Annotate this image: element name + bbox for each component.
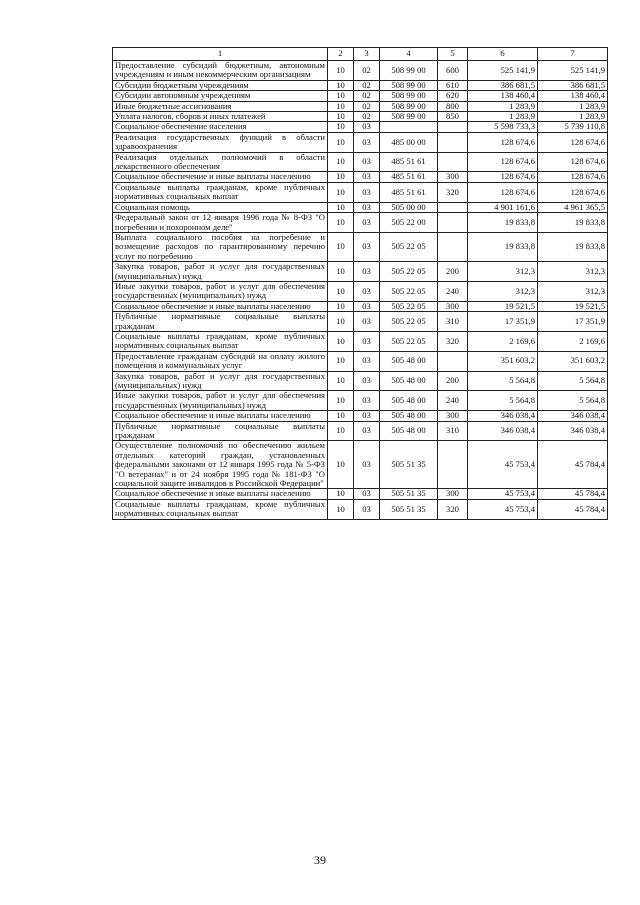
table-row [113,112,608,122]
row-name-cell: Социальное обеспечение населения [113,122,328,132]
target-item-cell: 505 22 05 [380,301,438,311]
row-name-cell: Уплата налогов, сборов и иных платежей [113,112,328,122]
target-item-cell: 485 51 61 [380,182,438,202]
row-name-cell: Субсидии бюджетным учреждениям [113,80,328,90]
target-item-cell: 508 99 00 [380,112,438,122]
row-name-cell: Иные закупки товаров, работ и услуг для обеспечения государственных (муниципальных) нужд [113,281,328,301]
row-name-cell: Иные закупки товаров, работ и услуг для обеспечения государственных (муниципальных) нужд [113,391,328,411]
amount-col7-cell: 312,3 [538,281,608,301]
amount-col6-cell: 351 603,2 [468,351,538,371]
amount-col7-cell: 45 784,4 [538,499,608,519]
table-row [113,91,608,101]
subsection-code-cell: 03 [354,262,380,282]
target-item-cell: 505 51 35 [380,441,438,489]
target-item-cell: 505 48 00 [380,391,438,411]
subsection-code-cell: 03 [354,182,380,202]
amount-col7-cell: 128 674,6 [538,172,608,182]
section-code-cell: 10 [328,421,354,441]
amount-col6-cell: 128 674,6 [468,132,538,152]
row-name-cell: Социальное обеспечение и иные выплаты населению [113,301,328,311]
target-item-cell: 505 48 00 [380,351,438,371]
amount-col7-cell: 19 833,8 [538,213,608,233]
expense-type-cell: 800 [438,101,468,111]
table-row [113,331,608,351]
table-row [113,213,608,233]
amount-col7-cell: 4 961 365,5 [538,202,608,212]
section-code-cell: 10 [328,441,354,489]
amount-col6-cell: 138 460,4 [468,91,538,101]
row-name-cell: Социальная помощь [113,202,328,212]
table-row [113,122,608,132]
row-name-cell: Предоставление субсидий бюджетным, автономным учреждениям и иным некоммерческим организациям [113,61,328,81]
target-item-cell: 485 51 61 [380,152,438,172]
column-header: 2 [328,48,354,61]
expense-type-cell: 320 [438,499,468,519]
amount-col7-cell: 386 681,5 [538,80,608,90]
amount-col6-cell: 5 564,8 [468,371,538,391]
section-code-cell: 10 [328,281,354,301]
amount-col7-cell: 525 141,9 [538,61,608,81]
subsection-code-cell: 03 [354,489,380,499]
amount-col7-cell: 346 038,4 [538,411,608,421]
amount-col6-cell: 346 038,4 [468,411,538,421]
amount-col6-cell: 525 141,9 [468,61,538,81]
target-item-cell: 505 51 35 [380,489,438,499]
row-name-cell: Выплата социального пособия на погребение и возмещение расходов по гарантированному перечню услуг по погребению [113,232,328,261]
target-item-cell: 505 22 05 [380,281,438,301]
column-header: 7 [538,48,608,61]
amount-col7-cell: 138 460,4 [538,91,608,101]
amount-col7-cell: 5 564,8 [538,391,608,411]
table-row [113,499,608,519]
section-code-cell: 10 [328,351,354,371]
amount-col7-cell: 19 833,8 [538,232,608,261]
expense-type-cell [438,132,468,152]
subsection-code-cell: 03 [354,312,380,332]
expense-type-cell [438,351,468,371]
amount-col6-cell: 19 833,8 [468,213,538,233]
section-code-cell: 10 [328,122,354,132]
expense-type-cell [438,202,468,212]
row-name-cell: Социальные выплаты гражданам, кроме публичных нормативных социальных выплат [113,182,328,202]
subsection-code-cell: 03 [354,441,380,489]
expense-type-cell: 300 [438,301,468,311]
expense-type-cell [438,441,468,489]
section-code-cell: 10 [328,61,354,81]
subsection-code-cell: 03 [354,499,380,519]
row-name-cell: Реализация отдельных полномочий в области лекарственного обеспечения [113,152,328,172]
section-code-cell: 10 [328,182,354,202]
subsection-code-cell: 03 [354,152,380,172]
expense-type-cell: 200 [438,262,468,282]
subsection-code-cell: 03 [354,213,380,233]
section-code-cell: 10 [328,80,354,90]
expense-type-cell: 310 [438,421,468,441]
table-row [113,441,608,489]
table-row [113,172,608,182]
expense-type-cell: 300 [438,172,468,182]
row-name-cell: Социальное обеспечение и иные выплаты населению [113,489,328,499]
target-item-cell: 508 99 00 [380,80,438,90]
subsection-code-cell: 03 [354,371,380,391]
amount-col6-cell: 4 901 161,6 [468,202,538,212]
amount-col6-cell: 312,3 [468,281,538,301]
budget-table [112,47,608,520]
section-code-cell: 10 [328,91,354,101]
amount-col7-cell: 45 784,4 [538,441,608,489]
column-header: 3 [354,48,380,61]
section-code-cell: 10 [328,301,354,311]
row-name-cell: Публичные нормативные социальные выплаты гражданам [113,312,328,332]
subsection-code-cell: 02 [354,101,380,111]
amount-col6-cell: 128 674,6 [468,172,538,182]
row-name-cell: Осуществление полномочий по обеспечению жильем отдельных категорий граждан, установленных федеральными законами от 12 января 1995 года № 5-ФЗ "О ветеранах" и от 24 ноября 1995 года № 181-ФЗ "О социальной защите инвалидов в Российской Федерации" [113,441,328,489]
section-code-cell: 10 [328,172,354,182]
target-item-cell [380,122,438,132]
target-item-cell: 485 00 00 [380,132,438,152]
row-name-cell: Субсидии автономным учреждениям [113,91,328,101]
expense-type-cell [438,122,468,132]
target-item-cell: 505 48 00 [380,371,438,391]
amount-col7-cell: 5 564,8 [538,371,608,391]
table-row [113,132,608,152]
target-item-cell: 505 00 00 [380,202,438,212]
amount-col7-cell: 1 283,9 [538,101,608,111]
target-item-cell: 485 51 61 [380,172,438,182]
subsection-code-cell: 03 [354,172,380,182]
target-item-cell: 505 48 00 [380,411,438,421]
table-row [113,371,608,391]
row-name-cell: Федеральный закон от 12 января 1996 года № 8-ФЗ "О погребении и похоронном деле" [113,213,328,233]
subsection-code-cell: 03 [354,391,380,411]
section-code-cell: 10 [328,499,354,519]
table-row [113,281,608,301]
expense-type-cell: 300 [438,489,468,499]
expense-type-cell: 320 [438,331,468,351]
amount-col7-cell: 346 038,4 [538,421,608,441]
target-item-cell: 505 22 00 [380,213,438,233]
expense-type-cell: 850 [438,112,468,122]
subsection-code-cell: 03 [354,122,380,132]
subsection-code-cell: 02 [354,112,380,122]
row-name-cell: Публичные нормативные социальные выплаты гражданам [113,421,328,441]
amount-col6-cell: 19 833,8 [468,232,538,261]
row-name-cell: Закупка товаров, работ и услуг для государственных (муниципальных) нужд [113,371,328,391]
table-row [113,101,608,111]
target-item-cell: 505 22 05 [380,262,438,282]
subsection-code-cell: 03 [354,301,380,311]
column-header: 1 [113,48,328,61]
amount-col6-cell: 5 564,8 [468,391,538,411]
amount-col7-cell: 1 283,9 [538,112,608,122]
table-row [113,312,608,332]
amount-col7-cell: 351 603,2 [538,351,608,371]
row-name-cell: Социальное обеспечение и иные выплаты населению [113,172,328,182]
expense-type-cell: 240 [438,391,468,411]
target-item-cell: 505 22 05 [380,232,438,261]
target-item-cell: 505 48 00 [380,421,438,441]
table-row [113,80,608,90]
table-row [113,301,608,311]
table-row [113,61,608,81]
expense-type-cell [438,152,468,172]
expense-type-cell: 320 [438,182,468,202]
section-code-cell: 10 [328,101,354,111]
amount-col6-cell: 2 169,6 [468,331,538,351]
target-item-cell: 508 99 00 [380,101,438,111]
row-name-cell: Социальные выплаты гражданам, кроме публичных нормативных социальных выплат [113,499,328,519]
amount-col7-cell: 45 784,4 [538,489,608,499]
section-code-cell: 10 [328,132,354,152]
amount-col6-cell: 346 038,4 [468,421,538,441]
expense-type-cell: 600 [438,61,468,81]
amount-col6-cell: 17 351,9 [468,312,538,332]
subsection-code-cell: 03 [354,202,380,212]
row-name-cell: Предоставление гражданам субсидий на оплату жилого помещения и коммунальных услуг [113,351,328,371]
amount-col6-cell: 312,3 [468,262,538,282]
amount-col6-cell: 45 753,4 [468,499,538,519]
expense-type-cell: 300 [438,411,468,421]
row-name-cell: Социальное обеспечение и иные выплаты населению [113,411,328,421]
amount-col7-cell: 312,3 [538,262,608,282]
column-header: 4 [380,48,438,61]
table-header-row [113,48,608,61]
section-code-cell: 10 [328,112,354,122]
table-row [113,351,608,371]
amount-col7-cell: 128 674,6 [538,182,608,202]
expense-type-cell: 310 [438,312,468,332]
section-code-cell: 10 [328,262,354,282]
target-item-cell: 508 99 00 [380,61,438,81]
expense-type-cell: 620 [438,91,468,101]
expense-type-cell: 200 [438,371,468,391]
subsection-code-cell: 03 [354,421,380,441]
amount-col7-cell: 128 674,6 [538,152,608,172]
table-row [113,152,608,172]
table-body [113,61,608,520]
row-name-cell: Иные бюджетные ассигнования [113,101,328,111]
subsection-code-cell: 02 [354,61,380,81]
amount-col6-cell: 128 674,6 [468,182,538,202]
subsection-code-cell: 03 [354,132,380,152]
column-header: 6 [468,48,538,61]
subsection-code-cell: 03 [354,411,380,421]
row-name-cell: Социальные выплаты гражданам, кроме публичных нормативных социальных выплат [113,331,328,351]
target-item-cell: 508 99 00 [380,91,438,101]
section-code-cell: 10 [328,331,354,351]
expense-type-cell: 240 [438,281,468,301]
target-item-cell: 505 51 35 [380,499,438,519]
expense-type-cell: 610 [438,80,468,90]
table-row [113,232,608,261]
amount-col6-cell: 1 283,9 [468,112,538,122]
amount-col7-cell: 17 351,9 [538,312,608,332]
section-code-cell: 10 [328,152,354,172]
section-code-cell: 10 [328,213,354,233]
amount-col7-cell: 19 521,5 [538,301,608,311]
subsection-code-cell: 03 [354,351,380,371]
table-row [113,411,608,421]
amount-col6-cell: 386 681,5 [468,80,538,90]
table-row [113,489,608,499]
target-item-cell: 505 22 05 [380,331,438,351]
amount-col6-cell: 1 283,9 [468,101,538,111]
section-code-cell: 10 [328,489,354,499]
amount-col6-cell: 19 521,5 [468,301,538,311]
section-code-cell: 10 [328,202,354,212]
subsection-code-cell: 03 [354,331,380,351]
row-name-cell: Реализация государственных функций в области здравоохранения [113,132,328,152]
amount-col6-cell: 45 753,4 [468,441,538,489]
amount-col6-cell: 5 598 733,3 [468,122,538,132]
subsection-code-cell: 02 [354,91,380,101]
expense-type-cell [438,232,468,261]
section-code-cell: 10 [328,371,354,391]
amount-col7-cell: 2 169,6 [538,331,608,351]
table-row [113,391,608,411]
section-code-cell: 10 [328,312,354,332]
column-header: 5 [438,48,468,61]
subsection-code-cell: 03 [354,281,380,301]
section-code-cell: 10 [328,391,354,411]
row-name-cell: Закупка товаров, работ и услуг для государственных (муниципальных) нужд [113,262,328,282]
table-row [113,262,608,282]
subsection-code-cell: 03 [354,232,380,261]
table-row [113,182,608,202]
target-item-cell: 505 22 05 [380,312,438,332]
amount-col7-cell: 128 674,6 [538,132,608,152]
section-code-cell: 10 [328,411,354,421]
expense-type-cell [438,213,468,233]
page-number: 39 [314,853,326,867]
section-code-cell: 10 [328,232,354,261]
amount-col6-cell: 45 753,4 [468,489,538,499]
table-row [113,202,608,212]
subsection-code-cell: 02 [354,80,380,90]
amount-col6-cell: 128 674,6 [468,152,538,172]
amount-col7-cell: 5 739 110,8 [538,122,608,132]
table-row [113,421,608,441]
